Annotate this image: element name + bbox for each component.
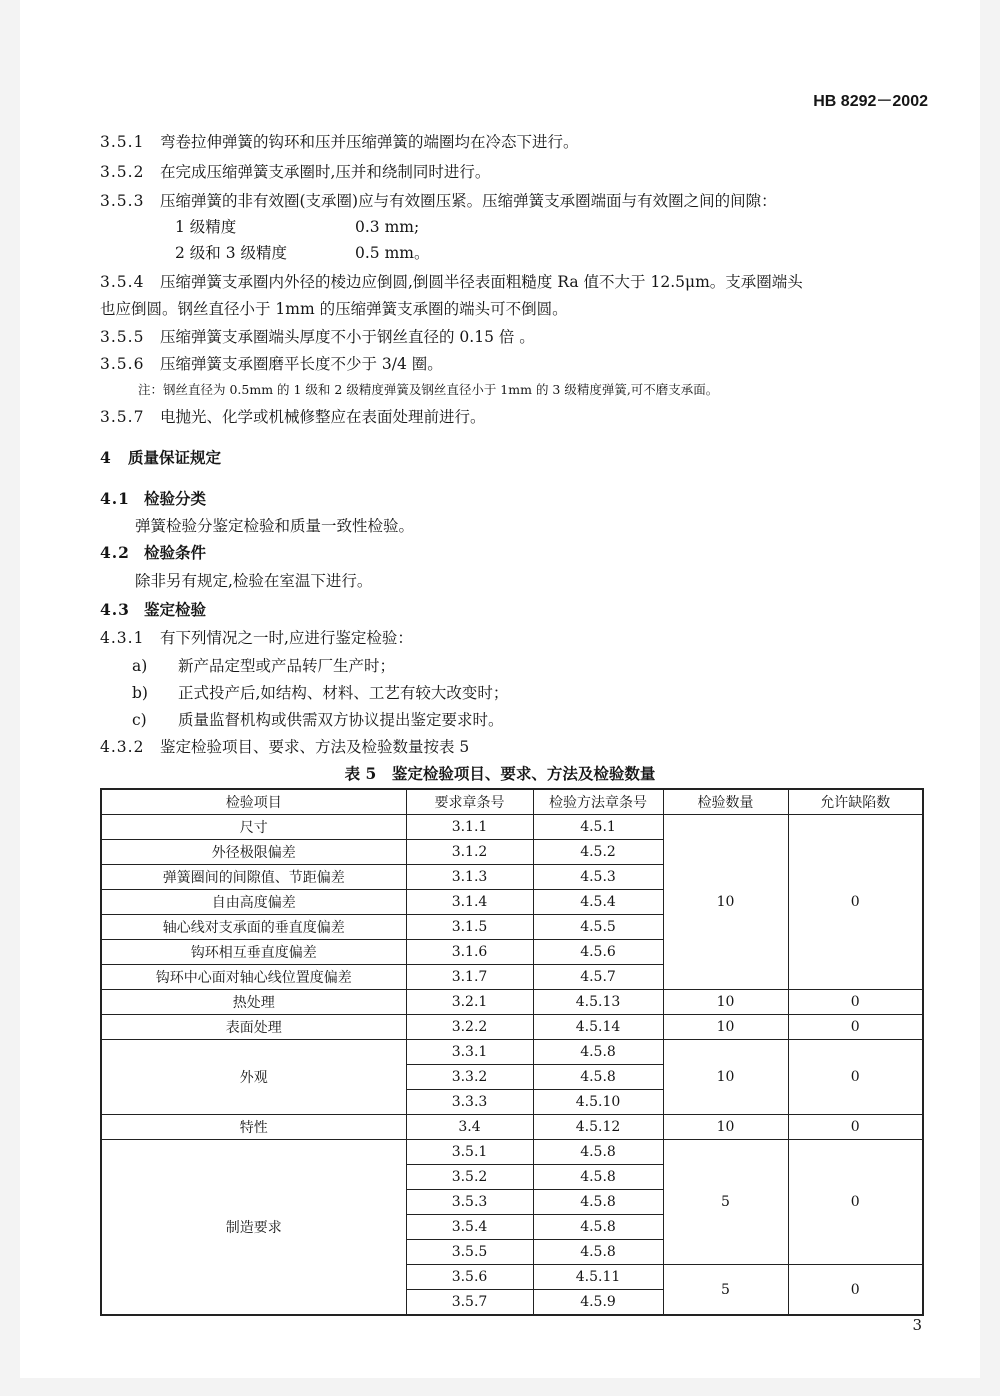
clause-4-1: 4.1 检验分类: [100, 489, 207, 508]
table-cell: 4.5.9: [533, 1290, 663, 1316]
table-cell: 4.5.7: [533, 965, 663, 990]
table-cell: 4.5.8: [533, 1215, 663, 1240]
table-cell: 弹簧圈间的间隙值、节距偏差: [101, 865, 406, 890]
table-cell: 5: [663, 1265, 788, 1316]
table-cell: 热处理: [101, 990, 406, 1015]
table-cell: 4.5.8: [533, 1190, 663, 1215]
table-cell: 钩环相互垂直度偏差: [101, 940, 406, 965]
clause-4-3-2: 4.3.2 鉴定检验项目、要求、方法及检验数量按表 5: [100, 738, 470, 756]
table-cell: 自由高度偏差: [101, 890, 406, 915]
clause-3-5-3: 3.5.3 压缩弹簧的非有效圈(支承圈)应与有效圈压紧。压缩弹簧支承圈端面与有效圈之间的间隙：: [100, 192, 777, 210]
table-cell: 4.5.8: [533, 1140, 663, 1165]
precision-2-3: 2 级和 3 级精度 0.5 mm。: [175, 244, 430, 262]
table-cell: 4.5.5: [533, 915, 663, 940]
clause-3-5-5: 3.5.5 压缩弹簧支承圈端头厚度不小于钢丝直径的 0.15 倍 。: [100, 328, 535, 346]
table-cell: 3.5.2: [406, 1165, 533, 1190]
table-cell: 3.1.4: [406, 890, 533, 915]
table-cell: 外径极限偏差: [101, 840, 406, 865]
table-cell: 尺寸: [101, 815, 406, 840]
table-row: [101, 1015, 923, 1040]
table-cell: 表面处理: [101, 1015, 406, 1040]
table-cell: 3.2.1: [406, 990, 533, 1015]
table-cell: 外观: [101, 1040, 406, 1115]
table-cell: 3.3.3: [406, 1090, 533, 1115]
clause-3-5-4-cont: 也应倒圆。钢丝直径小于 1mm 的压缩弹簧支承圈的端头可不倒圆。: [100, 300, 568, 318]
table-cell: 10: [663, 1115, 788, 1140]
header-defects: 允许缺陷数: [788, 789, 923, 815]
table-cell: 4.5.8: [533, 1240, 663, 1265]
table-cell: 3.3.1: [406, 1040, 533, 1065]
item-b: b) 正式投产后,如结构、材料、工艺有较大改变时；: [132, 684, 509, 702]
item-c: c) 质量监督机构或供需双方协议提出鉴定要求时。: [132, 711, 504, 729]
table-row: [101, 1040, 923, 1065]
table-cell: 钩环中心面对轴心线位置度偏差: [101, 965, 406, 990]
table-cell: 0: [788, 1265, 923, 1316]
table-cell: 3.1.6: [406, 940, 533, 965]
table-cell: 4.5.1: [533, 815, 663, 840]
table-cell: 4.5.12: [533, 1115, 663, 1140]
clause-3-5-1: 3.5.1 弯卷拉伸弹簧的钩环和压并压缩弹簧的端圈均在冷态下进行。: [100, 133, 579, 151]
document-page: [20, 0, 980, 1378]
table-cell: 4.5.8: [533, 1065, 663, 1090]
header-quantity: 检验数量: [663, 789, 788, 815]
inspection-table: [100, 788, 924, 1316]
table-cell: 3.3.2: [406, 1065, 533, 1090]
table-row: [101, 1140, 923, 1165]
table-cell: 特性: [101, 1115, 406, 1140]
header-method: 检验方法章条号: [533, 789, 663, 815]
clause-4-3: 4.3 鉴定检验: [100, 600, 207, 619]
table-cell: 10: [663, 990, 788, 1015]
table-cell: 3.5.7: [406, 1290, 533, 1316]
table-row: [101, 1115, 923, 1140]
table-cell: 4.5.13: [533, 990, 663, 1015]
table-cell: 3.1.1: [406, 815, 533, 840]
section-4-title: 4 质量保证规定: [100, 448, 222, 467]
clause-3-5-7: 3.5.7 电抛光、化学或机械修整应在表面处理前进行。: [100, 408, 486, 426]
table-cell: 3.5.6: [406, 1265, 533, 1290]
page-number: 3: [912, 1316, 922, 1334]
table-cell: 3.5.1: [406, 1140, 533, 1165]
table-cell: 4.5.8: [533, 1040, 663, 1065]
clause-3-5-4: 3.5.4 压缩弹簧支承圈内外径的棱边应倒圆,倒圆半径表面粗糙度 Ra 值不大于 12.5μm。支承圈端头: [100, 273, 803, 291]
table-caption: 表 5 鉴定检验项目、要求、方法及检验数量: [344, 764, 656, 783]
item-a: a) 新产品定型或产品转厂生产时；: [132, 657, 396, 675]
clause-4-1-text: 弹簧检验分鉴定检验和质量一致性检验。: [135, 517, 415, 535]
table-cell: 制造要求: [101, 1140, 406, 1316]
table-cell: 3.2.2: [406, 1015, 533, 1040]
table-cell: 3.5.3: [406, 1190, 533, 1215]
precision-1: 1 级精度 0.3 mm;: [175, 218, 420, 236]
note: 注：钢丝直径为 0.5mm 的 1 级和 2 级精度弹簧及钢丝直径小于 1mm 的 3 级精度弹簧,可不磨支承面。: [138, 382, 719, 397]
table-cell: 0: [788, 1115, 923, 1140]
clause-4-3-1: 4.3.1 有下列情况之一时,应进行鉴定检验：: [100, 629, 413, 647]
clause-3-5-2: 3.5.2 在完成压缩弹簧支承圈时,压并和绕制同时进行。: [100, 163, 491, 181]
table-cell: 4.5.8: [533, 1165, 663, 1190]
table-row: [101, 990, 923, 1015]
clause-4-2: 4.2 检验条件: [100, 543, 207, 562]
table-cell: 4.5.14: [533, 1015, 663, 1040]
table-cell: 10: [663, 1015, 788, 1040]
table-cell: 4.5.3: [533, 865, 663, 890]
header-item: 检验项目: [101, 789, 406, 815]
table-cell: 0: [788, 990, 923, 1015]
table-cell: 轴心线对支承面的垂直度偏差: [101, 915, 406, 940]
header-requirement: 要求章条号: [406, 789, 533, 815]
table-cell: 4.5.11: [533, 1265, 663, 1290]
table-cell: 0: [788, 1140, 923, 1265]
clause-4-2-text: 除非另有规定,检验在室温下进行。: [135, 572, 373, 590]
table-cell: 3.1.7: [406, 965, 533, 990]
table-cell: 10: [663, 1040, 788, 1115]
table-cell: 4.5.4: [533, 890, 663, 915]
standard-number: HB 8292－2002: [813, 93, 928, 110]
table-cell: 4.5.2: [533, 840, 663, 865]
table-cell: 3.4: [406, 1115, 533, 1140]
table-header-row: [101, 789, 923, 815]
table-cell: 0: [788, 1040, 923, 1115]
table-row: [101, 815, 923, 840]
table-cell: 0: [788, 1015, 923, 1040]
table-cell: 4.5.10: [533, 1090, 663, 1115]
clause-3-5-6: 3.5.6 压缩弹簧支承圈磨平长度不少于 3/4 圈。: [100, 355, 443, 373]
table-cell: 3.5.4: [406, 1215, 533, 1240]
table-cell: 0: [788, 815, 923, 990]
table-cell: 3.1.2: [406, 840, 533, 865]
table-cell: 5: [663, 1140, 788, 1265]
table-cell: 3.1.3: [406, 865, 533, 890]
table-cell: 4.5.6: [533, 940, 663, 965]
table-cell: 3.1.5: [406, 915, 533, 940]
table-cell: 3.5.5: [406, 1240, 533, 1265]
table-cell: 10: [663, 815, 788, 990]
